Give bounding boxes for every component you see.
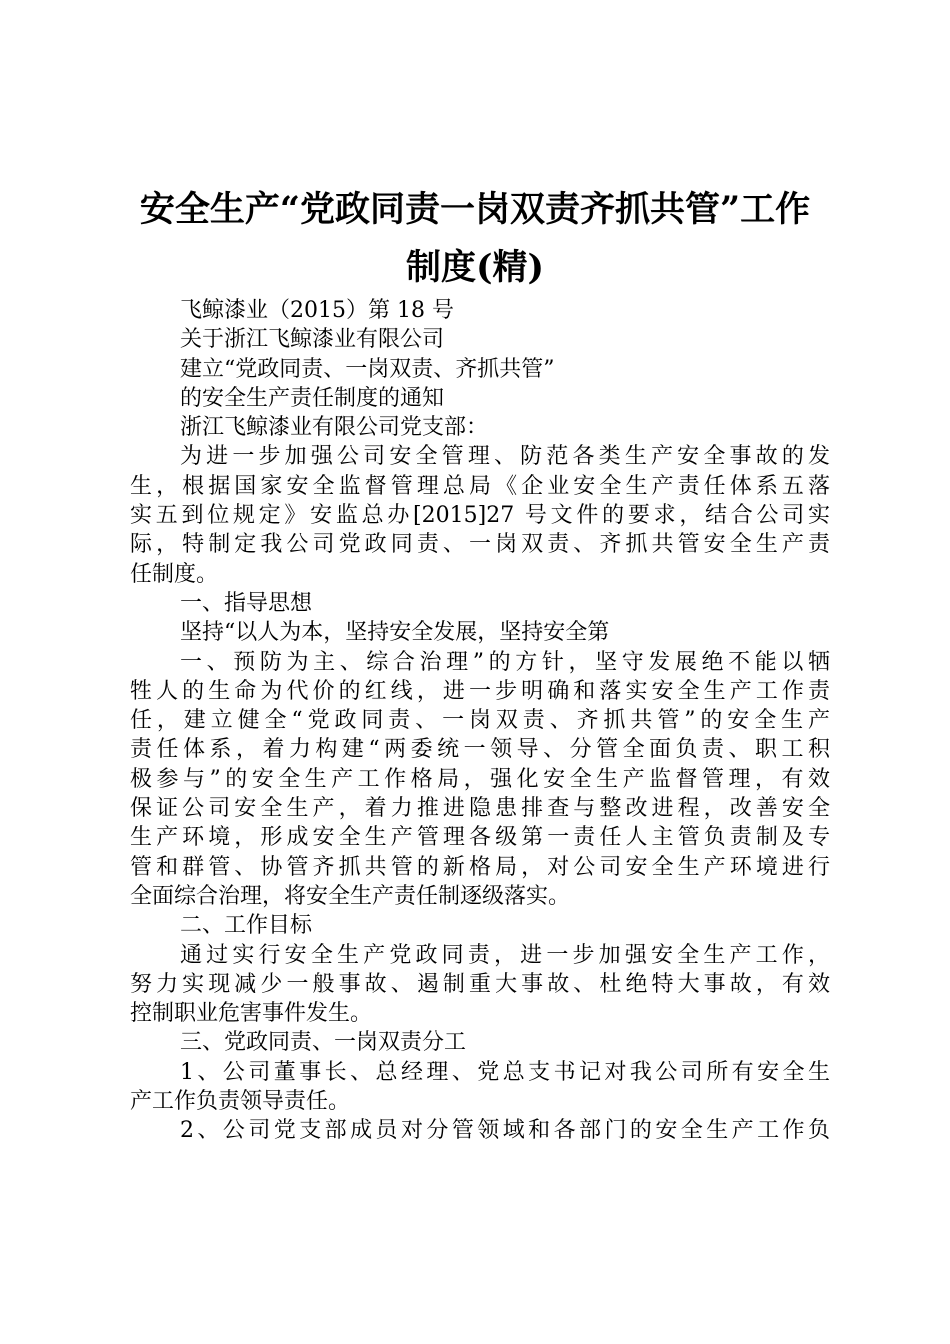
notice-title-line: 的安全生产责任制度的通知 <box>180 385 445 411</box>
paragraph-line: 全面综合治理，将安全生产责任制逐级落实。 <box>130 883 571 909</box>
paragraph-line: 一、预防为主、综合治理”的方针，坚守发展绝不能以牺 <box>180 649 830 675</box>
paragraph-line: 为进一步加强公司安全管理、防范各类生产安全事故的发 <box>180 444 830 470</box>
paragraph-line: 实五到位规定》安监总办[2015]27 号文件的要求，结合公司实 <box>130 503 830 529</box>
paragraph-line: 任，建立健全“党政同责、一岗双责、齐抓共管”的安全生产 <box>130 708 830 734</box>
paragraph-line: 际，特制定我公司党政同责、一岗双责、齐抓共管安全生产责 <box>130 532 830 558</box>
document-title-line-2: 制度(精) <box>405 247 545 288</box>
section-heading: 三、党政同责、一岗双责分工 <box>180 1030 467 1056</box>
paragraph-line: 坚持“以人为本，坚持安全发展，坚持安全第 <box>180 620 610 646</box>
paragraph-line: 1、公司董事长、总经理、党总支书记对我公司所有安全生 <box>180 1059 830 1085</box>
paragraph-line: 责任体系，着力构建“两委统一领导、分管全面负责、职工积 <box>130 737 830 763</box>
paragraph-line: 保证公司安全生产，着力推进隐患排查与整改进程，改善安全 <box>130 796 830 822</box>
paragraph-line: 任制度。 <box>130 561 219 587</box>
paragraph-line: 通过实行安全生产党政同责，进一步加强安全生产工作， <box>180 942 830 968</box>
paragraph-line: 2、公司党支部成员对分管领域和各部门的安全生产工作负 <box>180 1118 830 1144</box>
paragraph-line: 产工作负责领导责任。 <box>130 1089 351 1115</box>
paragraph-line: 努力实现减少一般事故、遏制重大事故、杜绝特大事故，有效 <box>130 971 830 997</box>
paragraph-line: 生产环境，形成安全生产管理各级第一责任人主管负责制及专 <box>130 825 830 851</box>
paragraph-line: 管和群管、协管齐抓共管的新格局，对公司安全生产环境进行 <box>130 854 830 880</box>
document-body <box>130 296 830 1146</box>
paragraph-line: 牲人的生命为代价的红线，进一步明确和落实安全生产工作责 <box>130 678 830 704</box>
paragraph-line: 极参与”的安全生产工作格局，强化安全生产监督管理，有效 <box>130 766 830 792</box>
document-title-line-1: 安全生产“党政同责一岗双责齐抓共管”工作 <box>139 189 811 230</box>
section-heading: 一、指导思想 <box>180 590 313 616</box>
doc-number: 飞鲸漆业（2015）第 18 号 <box>180 298 454 323</box>
addressee: 浙江飞鲸漆业有限公司党支部： <box>180 415 489 441</box>
notice-title-line: 关于浙江飞鲸漆业有限公司 <box>180 327 445 353</box>
notice-title-line: 建立“党政同责、一岗双责、齐抓共管” <box>180 356 555 382</box>
paragraph-line: 生，根据国家安全监督管理总局《企业安全生产责任体系五落 <box>130 473 830 499</box>
paragraph-line: 控制职业危害事件发生。 <box>130 1001 373 1027</box>
section-heading: 二、工作目标 <box>180 913 313 939</box>
